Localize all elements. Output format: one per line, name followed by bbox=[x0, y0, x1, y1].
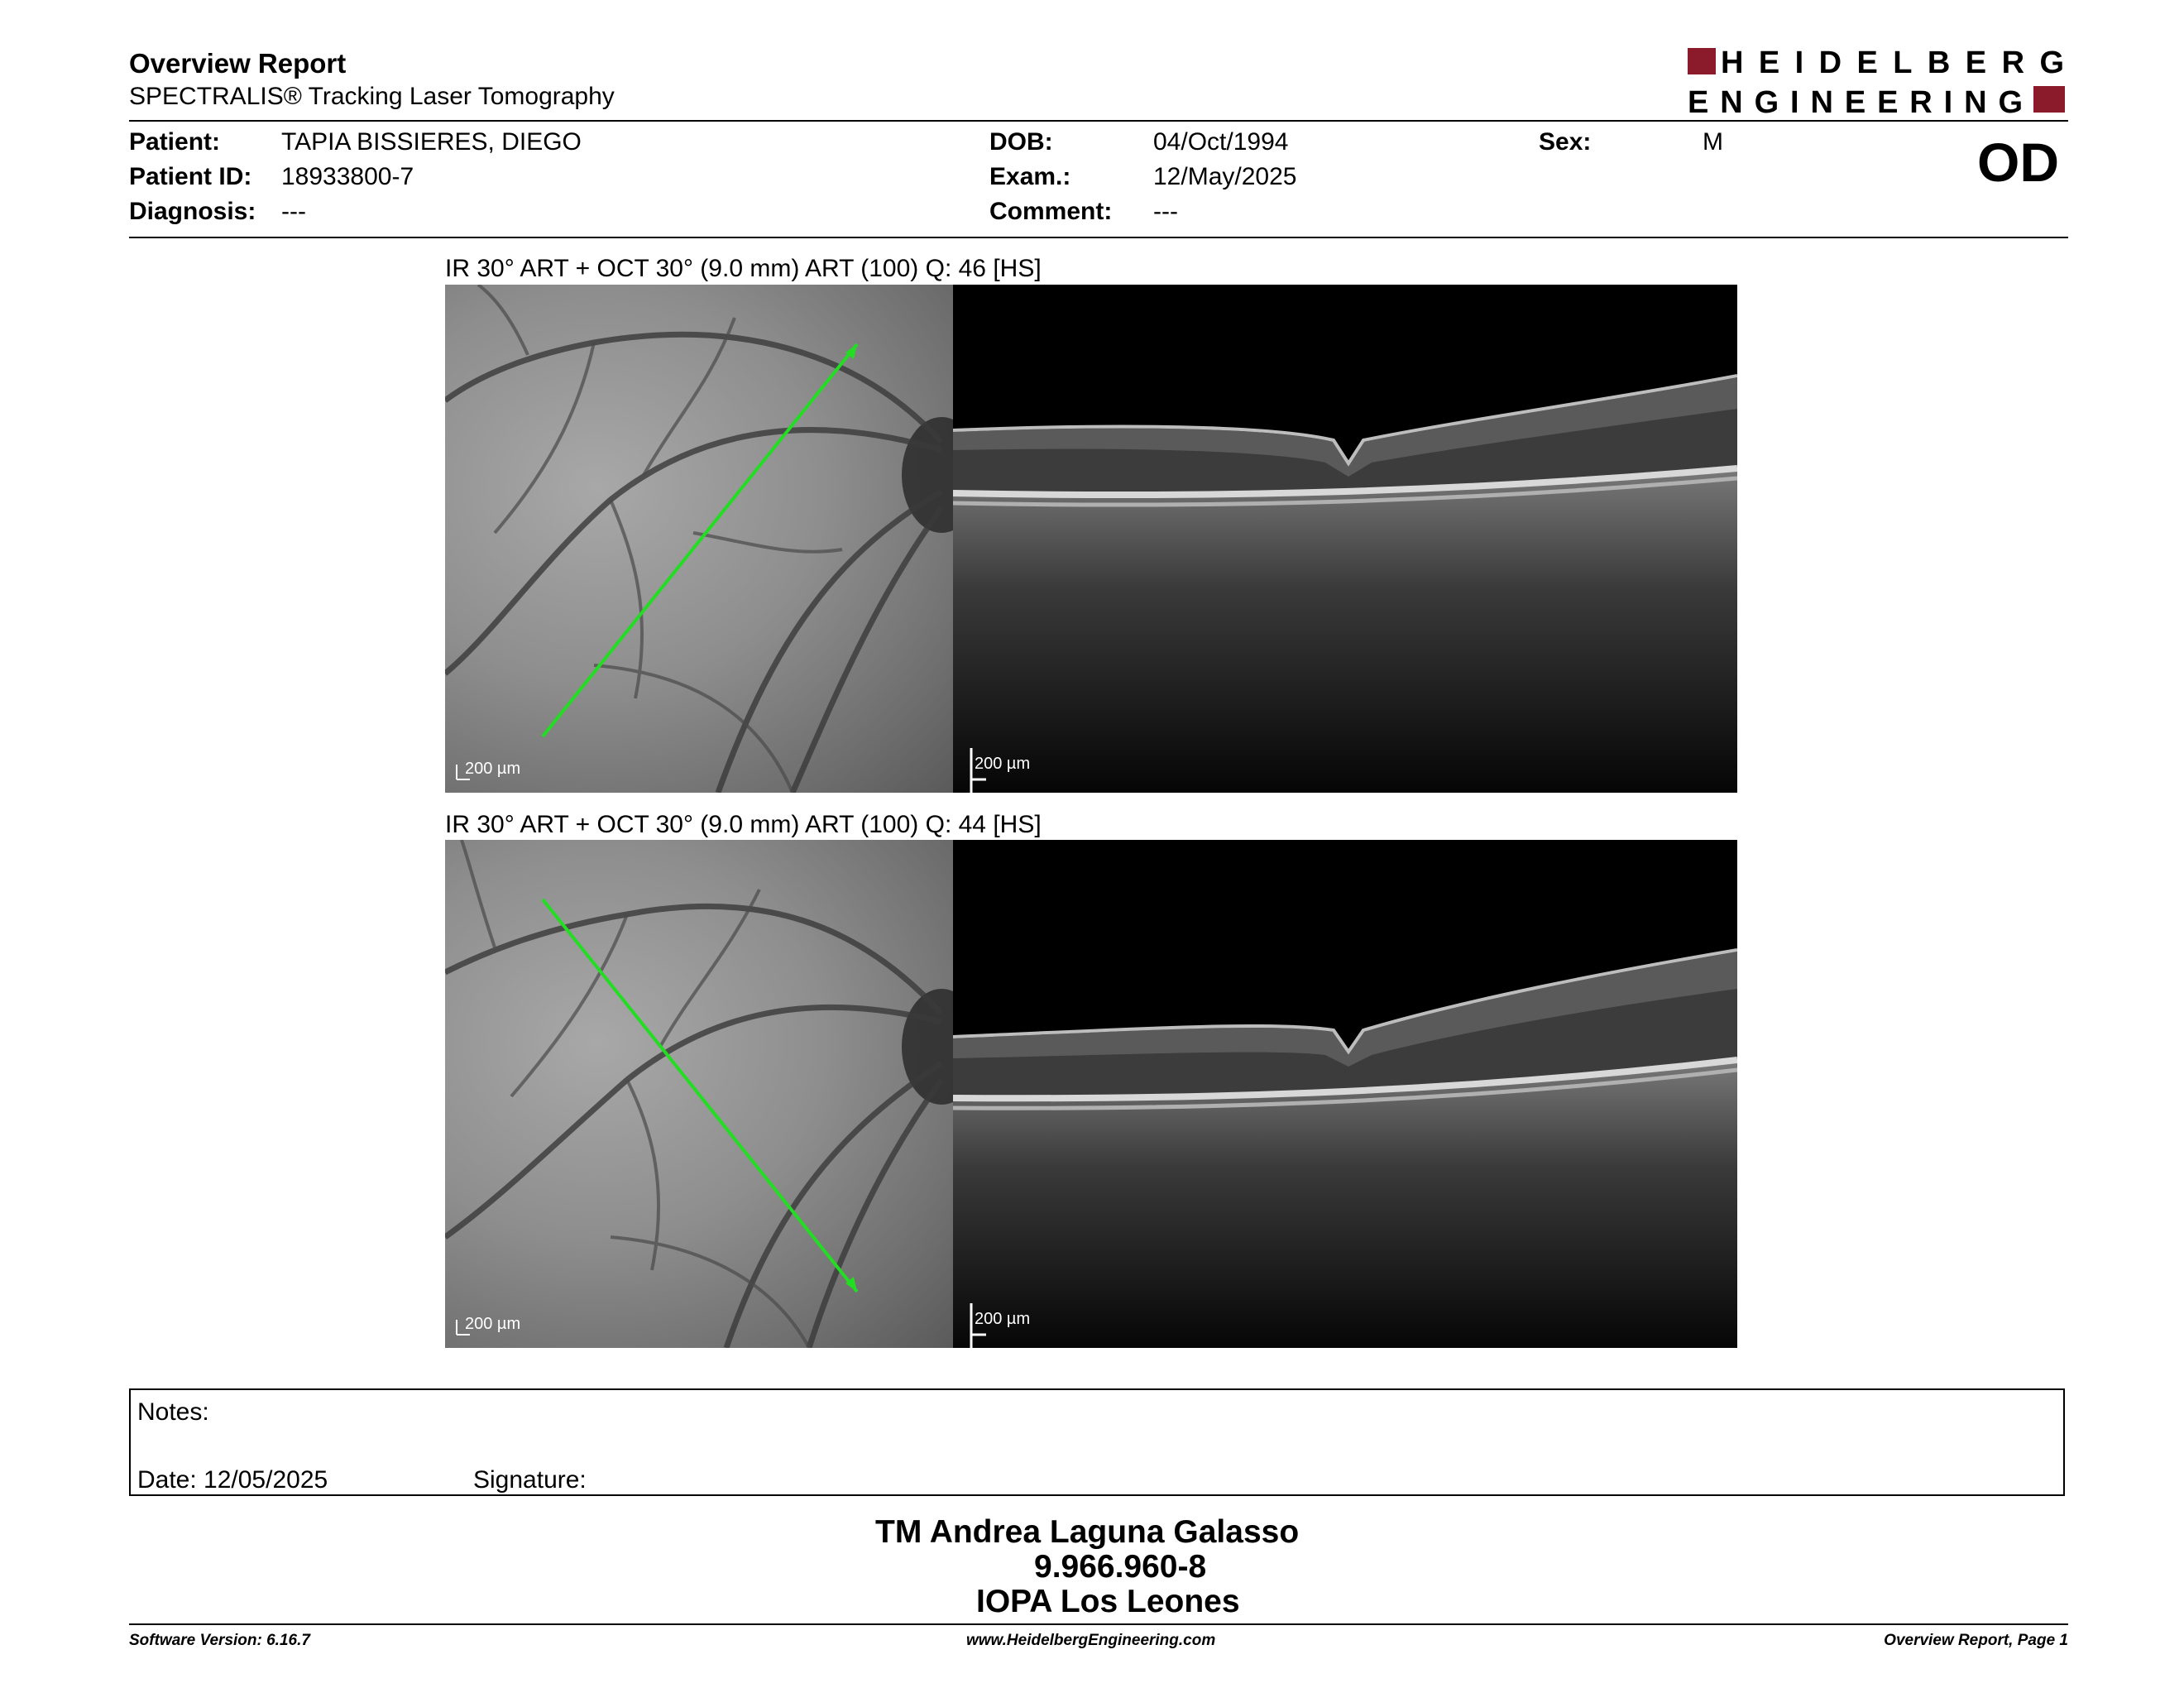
header-rule bbox=[129, 120, 2068, 122]
website-link[interactable]: www.HeidelbergEngineering.com bbox=[966, 1632, 1216, 1649]
heidelberg-logo bbox=[1688, 46, 2068, 116]
dob-label: DOB: bbox=[989, 128, 1053, 156]
page-indicator: Overview Report, Page 1 bbox=[1884, 1632, 2068, 1649]
svg-text:HEIDELBERG: HEIDELBERG bbox=[1721, 46, 2068, 80]
diagnosis-value: --- bbox=[281, 198, 306, 225]
scan-1-title: IR 30° ART + OCT 30° (9.0 mm) ART (100) Q: 46 [HS] bbox=[445, 255, 1042, 282]
report-subtitle: SPECTRALIS® Tracking Laser Tomography bbox=[129, 83, 615, 110]
comment-value: --- bbox=[1153, 198, 1178, 225]
patient-label: Patient: bbox=[129, 128, 221, 156]
scan-2-fundus-scale: 200 µm bbox=[465, 1315, 521, 1333]
sex-label: Sex: bbox=[1539, 128, 1592, 156]
sex-value: M bbox=[1703, 128, 1723, 156]
exam-value: 12/May/2025 bbox=[1153, 163, 1297, 190]
eye-indicator: OD bbox=[1977, 132, 2059, 193]
diagnosis-label: Diagnosis: bbox=[129, 198, 256, 225]
footer-rule bbox=[129, 1623, 2068, 1625]
notes-box bbox=[129, 1388, 2065, 1496]
signature-label: Signature: bbox=[473, 1466, 587, 1494]
scan-1-fundus-image bbox=[445, 285, 953, 793]
software-version: Software Version: 6.16.7 bbox=[129, 1632, 310, 1649]
scan-2-title: IR 30° ART + OCT 30° (9.0 mm) ART (100) Q: 44 [HS] bbox=[445, 811, 1042, 838]
info-rule bbox=[129, 237, 2068, 238]
scan-1-oct-scale: 200 µm bbox=[975, 755, 1031, 773]
scan-2-oct-scale: 200 µm bbox=[975, 1310, 1031, 1328]
svg-text:ENGINEERING: ENGINEERING bbox=[1688, 85, 2027, 116]
signer-name: TM Andrea Laguna Galasso bbox=[875, 1514, 1300, 1550]
patient-id: 18933800-7 bbox=[281, 163, 414, 190]
notes-label: Notes: bbox=[137, 1398, 209, 1426]
date-label: Date: 12/05/2025 bbox=[137, 1466, 328, 1494]
scan-1-fundus-scale: 200 µm bbox=[465, 760, 521, 778]
patient-id-label: Patient ID: bbox=[129, 163, 252, 190]
report-title: Overview Report bbox=[129, 48, 347, 79]
comment-label: Comment: bbox=[989, 198, 1113, 225]
dob-value: 04/Oct/1994 bbox=[1153, 128, 1289, 156]
patient-name: TAPIA BISSIERES, DIEGO bbox=[281, 128, 582, 156]
exam-label: Exam.: bbox=[989, 163, 1071, 190]
scan-2-fundus-image bbox=[445, 840, 953, 1348]
signer-institution: IOPA Los Leones bbox=[976, 1584, 1240, 1619]
signer-id: 9.966.960-8 bbox=[1034, 1549, 1207, 1585]
scan-2-oct-image bbox=[953, 840, 1737, 1348]
scan-1-oct-image bbox=[953, 285, 1737, 793]
